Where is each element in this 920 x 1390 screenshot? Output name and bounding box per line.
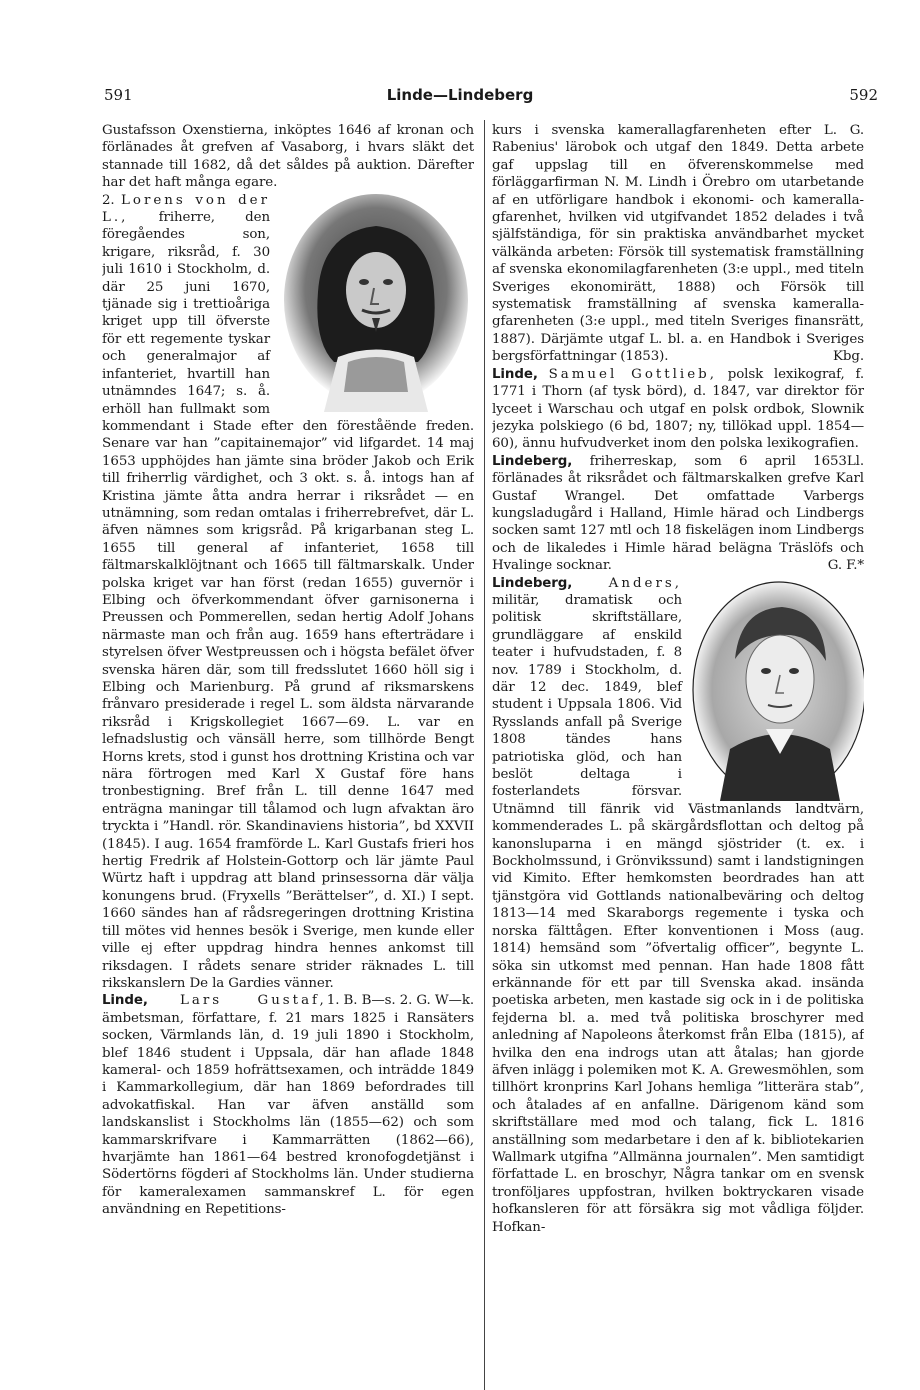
left-column [102,122,474,1382]
entry-lorens: 2. Lorens von der L., friherre, den föregåendes son, krigare, riksråd, f. 30 juli 1610 i Stockholm, d. där 25 juni 1670, tjänade sig i trettioåriga kriget upp till öfverste för ett regemente tyskar och generalmajor af infanteriet, hvartill han utnämndes 1647; s. å. erhöll han fullmakt som kommendant i Stade efter den föreståënde freden. Senare var han ”capitainemajor” vid lifgardet. 14 maj 1653 upphöjdes han jämte sina bröder Jakob och Erik till friherrlig värdighet, och 3 okt. s. å. intogs han af Kristina jämte åtta andra herrar i riksrådet — en utnämning, som redan omtalas i friherrebrefvet, där L. äfven nämnes som krigsråd. På krigarbanan steg L. 1655 till general af infanteriet, 1658 till fältmarskalklöjtnant och 1665 till fältmarskalk. Under polska kriget var han först (redan 1655) guvernör i Elbing och öfverkommendant öfver garnisonerna i Preussen och Pommerellen, sedan hertig Adolf Johans närmaste man och från aug. 1659 hans efterträdare i styrelsen öfver Westpreussen och i högsta befälet öfver svenska hären där, som till fredsslutet 1660 höll sig i Elbing och Marienburg. På grund af riksmarskens frånvaro presiderade i regel L. som äldsta närvarande riksråd i Krigskollegiet 1667—69. L. var en lefnadslustig och vänsäll herre, som tillhörde Bengt Horns krets, stod i gunst hos drottning Kristina och var nära förtrogen med Karl X Gustaf före hans tronbestigning. Bref från L. till denne 1647 med enträgna maningar till tålamod och lugn afvaktan äro tryckta i ”Handl. rör. Skandinaviens historia”, bd XXVII (1845). I aug. 1654 framförde L. Karl Gustafs frieri hos hertig Fredrik af Holstein-Gottorp och lär jämte Paul Würtz haft i uppdrag att bland prinsessorna där välja konungens brud. (Fryxells ”Berättelser”, d. XI.) I sept. 1660 sändes han af rådsregeringen drottning Kristina till mötes vid hennes besök i Sverige, men kunde eller ville ej efter uppdrag hindra hennes ankomst till riksdagen. I rådets senare strider räknades L. till rikskanslern De la Gardies vänner. 1. B. B—s. 2. G. W—k. [102,192,474,1009]
running-head: Linde—Lindeberg [386,86,534,104]
entry-oxenstierna-tail: Gustafsson Oxenstierna, inköptes 1646 af kronan och förlänades åt grefven af Vasaborg, i hvars släkt det stannade till 1682, då det såldes på auktion. Därefter har det haft många egare. [102,123,474,191]
page-number-right: 592 [849,86,878,104]
entry-lars-gustaf-cont: kurs i svenska kamerallagfarenheten efter L. G. Rabenius' lärobok och utgaf den 1849. Detta arbete gaf uppslag till en öfverenskommelse med förläggarfirman N. M. Lindh i Örebro om utarbetande af en utförligare handbok i ekonomi- och kamerallagfarenhet, hvilken vid utgifvandet 1852 delades i två själfständiga, för sin praktiska användbarhet mycket välkända arbeten: Försök till systematisk framställning af svenska ekonomilagfarenheten (3:e uppl., med titeln Sveriges ekonomirätt, 1888) och Försök till systematisk framställning af svenska kamerallagfarenheten (3:e uppl., med titeln Sveriges finansrätt, 1887). Därjämte utgaf L. bl. a. en Handbok i Sveriges bergsförfattningar (1853). Kbg. [492,123,864,365]
entry-lindeberg-friherreskap: Lindeberg, friherreskap, som 6 april 1653 förlänades åt riksrådet och fältmarskalken grefve Karl Gustaf Wrangel. Det omfattade Varbergs kungsladugård i Halland, Himle härad och Lindbergs socken samt 127 mtl och 18 fiskelägen inom Lindbergs och de likaledes i Himle härad belägna Träslöfs och Hvalinge socknar. G. F.* [492,453,864,574]
page-number-left: 591 [104,86,133,104]
portrait-anders-lindeberg [690,579,864,801]
entry-anders-lindeberg: Lindeberg, Anders, militär, dramatisk och politisk skriftställare, grundläggare af enskild teater i hufvudstaden, f. 8 nov. 1789 i Stockholm, d. där 12 dec. 1849, blef student i Uppsala 1806. Vid Rysslands anfall på Sverige 1808 tändes hans patriotiska glöd, och han beslöt deltaga i fosterlandets försvar. Utnämnd till fänrik vid Västmanlands landtvärn, kommenderades L. på skärgårdsflottan och deltog på kanonsluparna i en mängd sjöstrider (t. ex. i Bockholmssund, i Grönvikssund) samt i landstigningen vid Kimito. Efter hemkomsten beordrades han att tjänstgöra vid Gottlands nationalbeväring och deltog 1813—14 med Skaraborgs regemente i tyska och norska fälttågen. Efter konventionen i Moss (aug. 1814) hemsänd som ”öfvertalig officer”, begynte L. söka sin utkomst med pennan. Han hade 1808 fått erkännande för ett par till Svenska akad. insända poetiska arbeten, men kastade sig ock in i de politiska fejderna bl. a. med två politiska broschyrer med anledning af Napoleons återkomst från Elba (1815), af hvilka den ena indrogs utan att åtalas; han gjorde äfven inlägg i polemiken mot K. A. Grewesmöhlen, som tillhört kronprins Karl Johans hemliga ”litterära stab”, och åtalades af en anfallne. Därigenom känd som skriftställare med mod och talang, fick L. 1816 anställning som medarbetare i den af k. bibliotekarien Wallmark utgifna ”Allmänna journalen”. Men samtidigt författade L. en broschyr, Några tankar om en svensk tronföljares uppfostran, hvilken boktryckaren visade hofkansleren för att försäkra sig mot vådliga följder. Hofkan- [492,575,864,1236]
right-column [492,122,864,1382]
entry-lars-gustaf: Linde, Lars Gustaf, ämbetsman, författare, f. 21 mars 1825 i Ransäters socken, Värmlands län, d. 19 juli 1890 i Stockholm, blef 1846 student i Uppsala, där han aflade 1848 kameral- och 1859 hofrättsexamen, och inträdde 1849 i Kammarkollegium, där han 1869 befordrades till advokatfiskal. Han var äfven anställd som landskanslist i Stockholms län (1855—62) och som kammarskrifvare i Kammarrätten (1862—66), hvarjämte han 1861—64 bestred kronofogdetjänst i Södertörns fögderi af Stockholms län. Under studierna för kameralexamen sammanskref L. för egen användning en Repetitions- [102,993,474,1218]
portrait-lorens-von-der-linde [278,192,474,412]
column-rule [484,120,485,1390]
entry-samuel-gottlieb: Linde, Samuel Gottlieb, polsk lexikograf, f. 1771 i Thorn (af tysk börd), d. 1847, var direktor för lyceet i Warschau och utgaf en polsk ordbok, Slownik jezyka polskiego (6 bd, 1807; ny, tillökad uppl. 1854—60), ännu hufvudverket inom den polska lexikografien. Ll. [492,366,864,469]
